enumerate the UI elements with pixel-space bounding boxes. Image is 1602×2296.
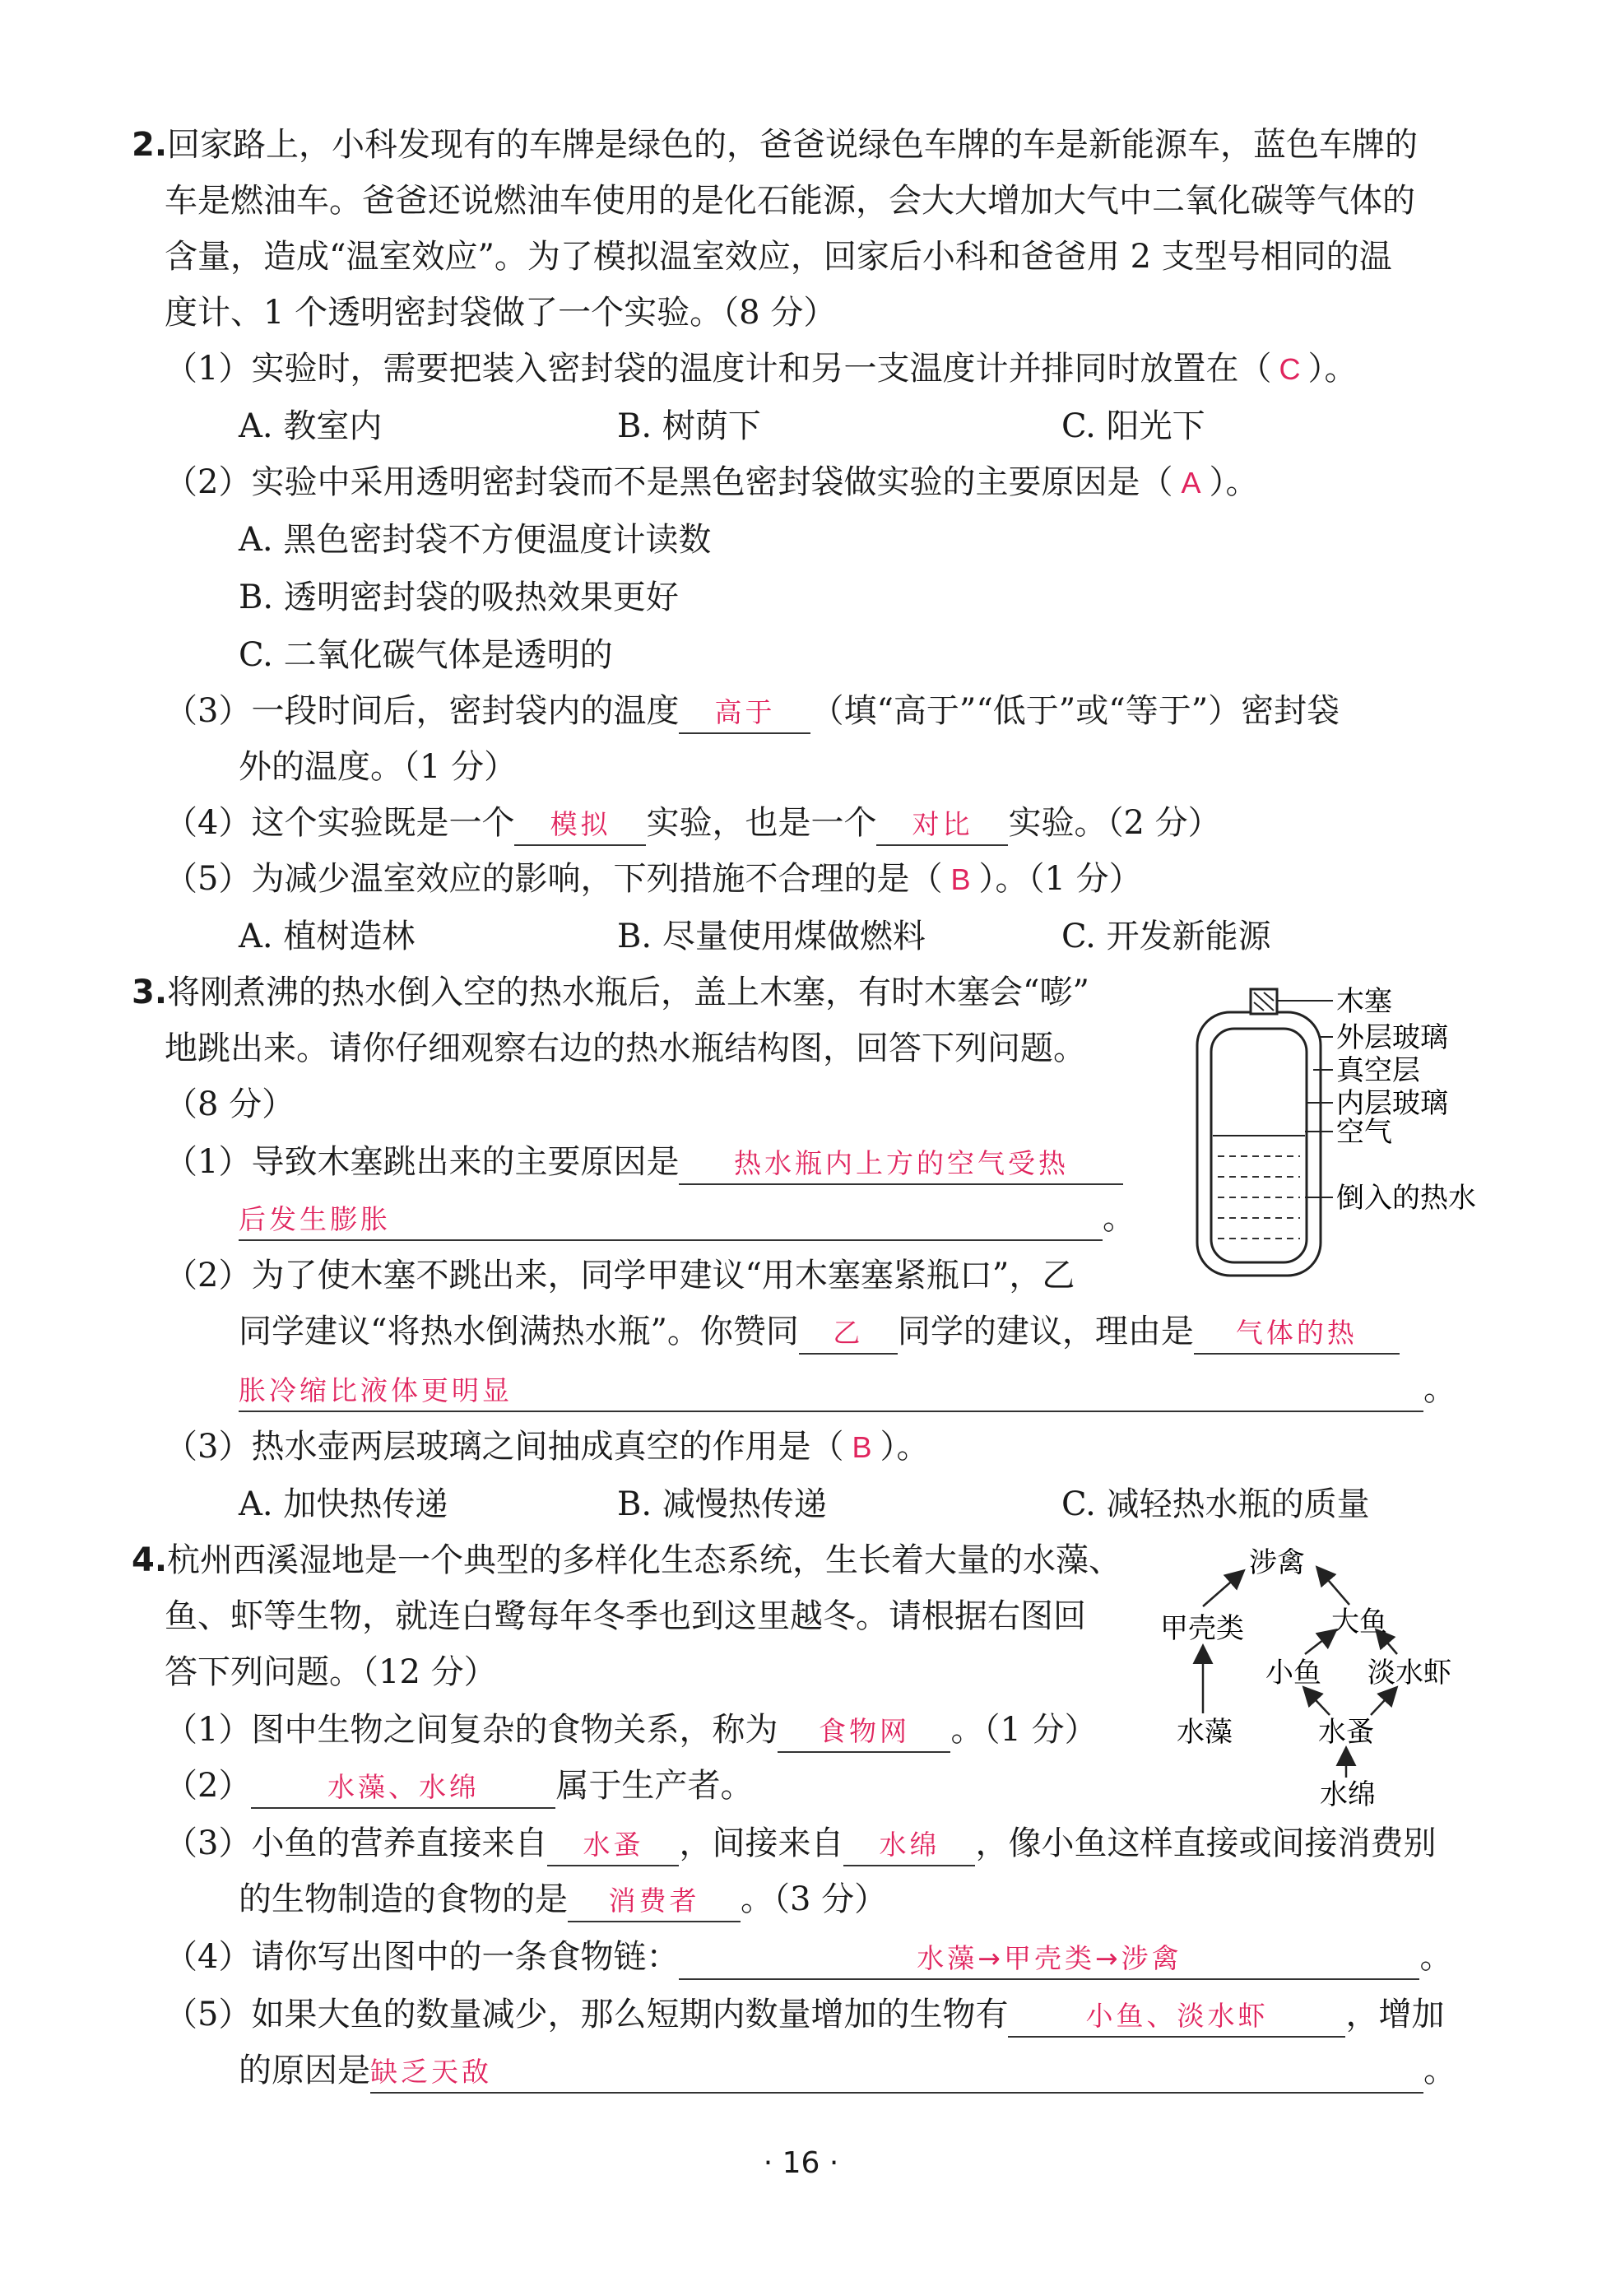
q4-part5-end: 。 bbox=[1423, 2052, 1456, 2089]
q4-part3-text-c: ，像小鱼这样直接或间接消费别 bbox=[975, 1824, 1437, 1862]
q3-part3-option-c: C. 减轻热水瓶的质量 bbox=[1061, 1485, 1370, 1523]
q3-part2-text-c: 同学的建议，理由是 bbox=[897, 1313, 1194, 1350]
label-air: 空气 bbox=[1336, 1116, 1392, 1149]
arrow-waterflea-to-smallfish bbox=[1305, 1689, 1330, 1715]
q4-part1-end: 。（1 分） bbox=[950, 1711, 1098, 1749]
q4-part5-answer-2: 缺乏天敌 bbox=[370, 2052, 1423, 2094]
q2-part5-option-b: B. 尽量使用煤做燃料 bbox=[617, 918, 926, 955]
q2-number: 2. bbox=[132, 126, 168, 164]
node-spirogyra: 水绵 bbox=[1320, 1778, 1376, 1811]
q3-stem-line-1 bbox=[132, 969, 1089, 1016]
q4-part4 bbox=[165, 1934, 1452, 1980]
q2-part2-option-a: A. 黑色密封袋不方便温度计读数 bbox=[239, 521, 712, 559]
q2-part3-cont: 外的温度。（1 分） bbox=[239, 748, 518, 786]
q4-part3-answer-1: 水蚤 bbox=[547, 1825, 679, 1866]
q4-part3-line-2 bbox=[239, 1876, 887, 1922]
q2-part2-answer: A bbox=[1181, 466, 1201, 500]
arrow-crustacean-to-bird bbox=[1203, 1572, 1242, 1606]
q2-part5-end: ）。（1 分） bbox=[978, 860, 1142, 898]
q2-part3-text-b: （填“高于”“低于”或“等于”）密封袋 bbox=[810, 692, 1340, 730]
label-inner-glass: 内层玻璃 bbox=[1336, 1087, 1448, 1120]
q3-part3-text: （3）热水壶两层玻璃之间抽成真空的作用是（ bbox=[165, 1428, 844, 1466]
q2-part5 bbox=[165, 856, 1142, 903]
food-web-diagram bbox=[1144, 1539, 1489, 1819]
q4-part1-answer: 食物网 bbox=[778, 1712, 950, 1753]
q4-part1-text: （1）图中生物之间复杂的食物关系，称为 bbox=[165, 1711, 778, 1749]
q3-stem-line-3: （8 分） bbox=[165, 1085, 295, 1123]
node-crustacean: 甲壳类 bbox=[1160, 1612, 1244, 1645]
q3-part3-answer: B bbox=[852, 1430, 872, 1464]
arrow-bigfish-to-bird bbox=[1318, 1569, 1349, 1605]
q4-stem-line-1 bbox=[132, 1537, 1121, 1583]
q3-part2: （2）为了使木塞不跳出来，同学甲建议“用木塞塞紧瓶口”，乙 bbox=[165, 1257, 1075, 1294]
q4-part4-text: （4）请你写出图中的一条食物链： bbox=[165, 1938, 680, 1976]
q2-part4-text-c: 实验。（2 分） bbox=[1008, 804, 1221, 842]
arrow-shrimp-to-bigfish bbox=[1377, 1631, 1397, 1654]
q2-part2 bbox=[165, 459, 1258, 506]
q3-stem-1: 将刚煮沸的热水倒入空的热水瓶后，盖上木塞，有时木塞会“嘭” bbox=[167, 974, 1089, 1011]
q3-stem-line-2: 地跳出来。请你仔细观察右边的热水瓶结构图，回答下列问题。 bbox=[165, 1029, 1086, 1067]
q2-part4-answer-1: 模拟 bbox=[514, 805, 646, 846]
q3-part1-answer-1: 热水瓶内上方的空气受热 bbox=[679, 1144, 1123, 1185]
q4-part5-answer: 小鱼、淡水虾 bbox=[1008, 1996, 1345, 2038]
q4-part2 bbox=[165, 1763, 753, 1809]
q4-part2-end: 属于生产者。 bbox=[555, 1767, 754, 1805]
q3-part3-end: ）。 bbox=[880, 1428, 930, 1466]
q3-part2-reason-2: 胀冷缩比液体更明显 bbox=[239, 1371, 1423, 1412]
q2-part3-answer: 高于 bbox=[679, 693, 810, 734]
q3-part2-answer: 乙 bbox=[799, 1313, 898, 1355]
q2-part1-end: ）。 bbox=[1307, 350, 1358, 388]
q2-part5-option-a: A. 植树造林 bbox=[239, 918, 416, 955]
node-small-fish: 小鱼 bbox=[1265, 1657, 1321, 1689]
q3-part3-option-b: B. 减慢热传递 bbox=[617, 1485, 827, 1523]
q3-part1-cont bbox=[239, 1195, 1135, 1241]
q2-part4 bbox=[165, 800, 1221, 846]
q2-part1-option-b: B. 树荫下 bbox=[617, 407, 761, 445]
arrow-smallfish-to-bigfish bbox=[1305, 1631, 1335, 1654]
q4-part3-text-d: 的生物制造的食物的是 bbox=[239, 1880, 568, 1918]
label-hot-water: 倒入的热水 bbox=[1336, 1182, 1476, 1215]
q4-part3-answer-3: 消费者 bbox=[568, 1881, 741, 1922]
thermos-outer-glass bbox=[1197, 1012, 1321, 1276]
q2-part2-option-c: C. 二氧化碳气体是透明的 bbox=[239, 636, 613, 674]
q4-part2-answer: 水藻、水绵 bbox=[251, 1768, 555, 1809]
q2-part1-text: （1）实验时，需要把装入密封袋的温度计和另一支温度计并排同时放置在（ bbox=[165, 350, 1272, 388]
q3-part2-text-b: 同学建议“将热水倒满热水瓶”。你赞同 bbox=[239, 1313, 799, 1350]
q2-part4-text-b: 实验，也是一个 bbox=[646, 804, 877, 842]
q3-part2-line-2 bbox=[239, 1308, 1400, 1355]
q2-part3-text-a: （3）一段时间后，密封袋内的温度 bbox=[165, 692, 680, 730]
q3-part3-option-a: A. 加快热传递 bbox=[239, 1485, 448, 1523]
q4-part1 bbox=[165, 1707, 1098, 1753]
q2-stem-line-4: 度计、1 个透明密封袋做了一个实验。（8 分） bbox=[165, 294, 837, 332]
label-vacuum: 真空层 bbox=[1336, 1054, 1420, 1087]
q4-part2-text: （2） bbox=[165, 1767, 252, 1805]
arrow-waterflea-to-shrimp bbox=[1371, 1689, 1395, 1715]
q4-part3 bbox=[165, 1820, 1436, 1866]
q4-stem-line-2: 鱼、虾等生物，就连白鹭每年冬季也到这里越冬。请根据右图回 bbox=[165, 1597, 1086, 1635]
q4-number: 4. bbox=[132, 1541, 168, 1579]
q3-number: 3. bbox=[132, 974, 168, 1011]
q4-part5-line-2 bbox=[239, 2047, 1456, 2094]
q4-part3-text-e: 。（3 分） bbox=[741, 1880, 888, 1918]
q3-part2-end: 。 bbox=[1423, 1370, 1456, 1408]
q2-part1 bbox=[165, 346, 1357, 393]
node-algae: 水藻 bbox=[1177, 1716, 1233, 1749]
q2-part4-answer-2: 对比 bbox=[876, 805, 1008, 846]
q3-part1-end: 。 bbox=[1103, 1199, 1135, 1237]
page-number: · 16 · bbox=[763, 2146, 839, 2180]
q2-stem-line-2: 车是燃油车。爸爸还说燃油车使用的是化石能源，会大大增加大气中二氧化碳等气体的 bbox=[165, 182, 1415, 220]
q2-stem-1: 回家路上，小科发现有的车牌是绿色的，爸爸说绿色车牌的车是新能源车，蓝色车牌的 bbox=[167, 126, 1419, 164]
q4-stem-1: 杭州西溪湿地是一个典型的多样化生态系统，生长着大量的水藻、 bbox=[167, 1541, 1122, 1579]
q4-part5 bbox=[165, 1992, 1444, 2038]
q3-part1-text: （1）导致木塞跳出来的主要原因是 bbox=[165, 1143, 680, 1181]
q3-part2-line-3 bbox=[239, 1366, 1456, 1412]
q3-part1-answer-2: 后发生膨胀 bbox=[239, 1200, 1103, 1241]
node-wading-bird: 涉禽 bbox=[1249, 1546, 1305, 1579]
q2-part2-end: ）。 bbox=[1209, 463, 1259, 501]
node-water-flea: 水蚤 bbox=[1318, 1716, 1374, 1749]
q2-part3 bbox=[165, 688, 1340, 734]
q2-part1-option-a: A. 教室内 bbox=[239, 407, 383, 445]
q4-part3-answer-2: 水绵 bbox=[843, 1825, 975, 1866]
q2-part2-text: （2）实验中采用透明密封袋而不是黑色密封袋做实验的主要原因是（ bbox=[165, 463, 1173, 501]
q4-part5-text-b: ，增加 bbox=[1345, 1996, 1445, 2033]
q2-part1-option-c: C. 阳光下 bbox=[1061, 407, 1205, 445]
q4-part3-text-b: ，间接来自 bbox=[679, 1824, 844, 1862]
q2-part1-answer: C bbox=[1279, 352, 1301, 386]
label-outer-glass: 外层玻璃 bbox=[1336, 1021, 1448, 1054]
q3-part3 bbox=[165, 1424, 929, 1471]
q3-part1 bbox=[165, 1139, 1123, 1185]
q4-part5-text-a: （5）如果大鱼的数量减少，那么短期内数量增加的生物有 bbox=[165, 1996, 1009, 2033]
thermos-inner-glass bbox=[1211, 1029, 1307, 1262]
q3-part2-reason-1: 气体的热 bbox=[1194, 1313, 1400, 1355]
q2-stem-line-3: 含量，造成“温室效应”。为了模拟温室效应，回家后小科和爸爸用 2 支型号相同的温 bbox=[165, 238, 1392, 276]
q2-stem-line-1 bbox=[132, 122, 1418, 168]
thermos-diagram bbox=[1152, 971, 1481, 1284]
q2-part5-text: （5）为减少温室效应的影响，下列措施不合理的是（ bbox=[165, 860, 943, 898]
q4-stem-line-3: 答下列问题。（12 分） bbox=[165, 1653, 497, 1691]
q4-part3-text-a: （3）小鱼的营养直接来自 bbox=[165, 1824, 548, 1862]
q4-part4-end: 。 bbox=[1419, 1938, 1453, 1976]
q4-part5-text-c: 的原因是 bbox=[239, 2052, 370, 2089]
label-cork: 木塞 bbox=[1336, 985, 1392, 1018]
node-shrimp: 淡水虾 bbox=[1368, 1657, 1451, 1689]
q2-part5-answer: B bbox=[950, 862, 971, 896]
q4-part4-answer: 水藻→甲壳类→涉禽 bbox=[679, 1939, 1419, 1980]
q2-part2-option-b: B. 透明密封袋的吸热效果更好 bbox=[239, 579, 679, 616]
q2-part5-option-c: C. 开发新能源 bbox=[1061, 918, 1271, 955]
q2-part4-text-a: （4）这个实验既是一个 bbox=[165, 804, 515, 842]
node-big-fish: 大鱼 bbox=[1331, 1606, 1387, 1638]
